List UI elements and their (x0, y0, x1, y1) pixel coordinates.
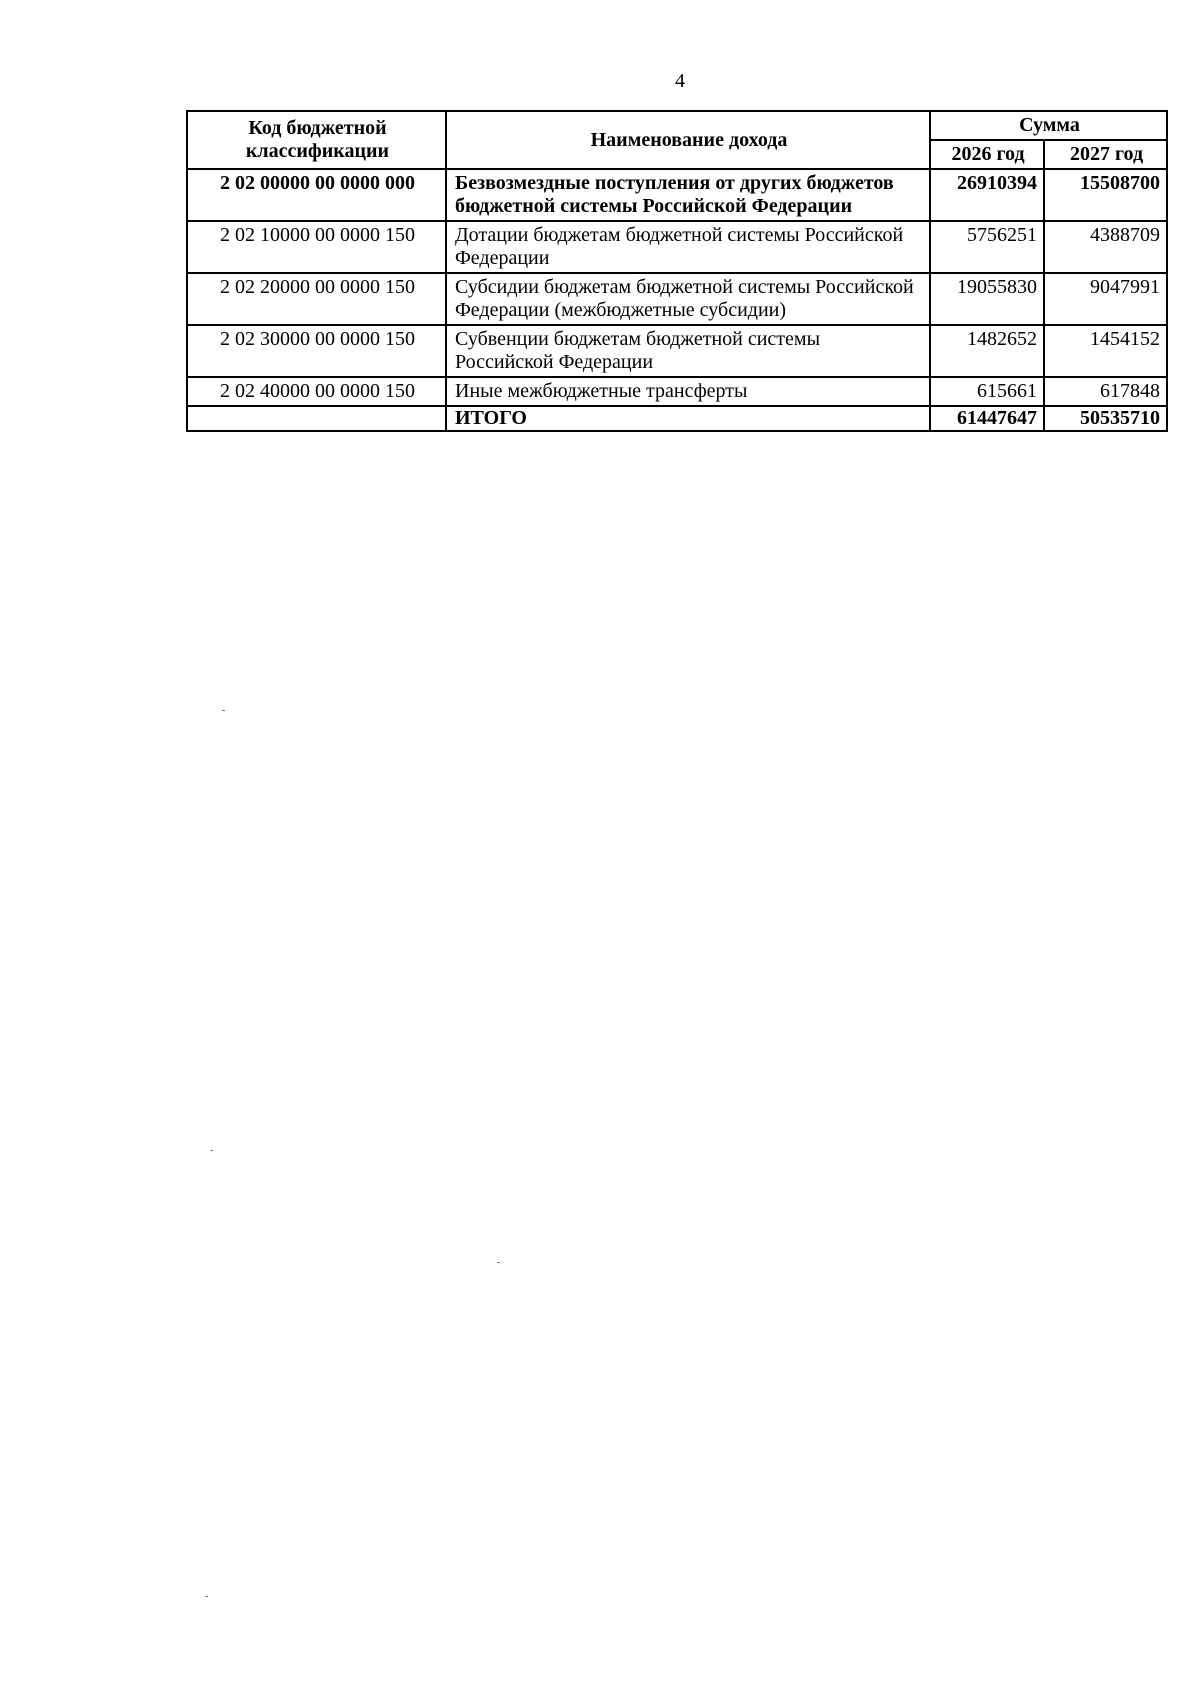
row-code: 2 02 00000 00 0000 000 (187, 169, 446, 221)
row-amount-2027: 1454152 (1044, 325, 1167, 377)
row-name: Субсидии бюджетам бюджетной системы Российской Федерации (межбюджетные субсидии) (446, 273, 930, 325)
table-header-row (187, 111, 1167, 140)
row-amount-2027: 9047991 (1044, 273, 1167, 325)
total-code (187, 406, 446, 431)
row-amount-2027: 4388709 (1044, 221, 1167, 273)
header-sum: Сумма (930, 111, 1167, 140)
budget-table (186, 110, 1168, 432)
header-name: Наименование дохода (446, 111, 930, 169)
total-label: ИТОГО (446, 406, 930, 431)
row-amount-2026: 1482652 (930, 325, 1044, 377)
row-code: 2 02 30000 00 0000 150 (187, 325, 446, 377)
header-year-2027: 2027 год (1044, 140, 1167, 169)
table-row (187, 377, 1167, 406)
scan-speck (205, 1596, 208, 1597)
header-year-2026: 2026 год (930, 140, 1044, 169)
row-name: Безвозмездные поступления от других бюджетов бюджетной системы Российской Федерации (446, 169, 930, 221)
total-amount-2026: 61447647 (930, 406, 1044, 431)
row-amount-2027: 617848 (1044, 377, 1167, 406)
table-row (187, 273, 1167, 325)
row-name: Иные межбюджетные трансферты (446, 377, 930, 406)
table-row (187, 169, 1167, 221)
row-amount-2026: 5756251 (930, 221, 1044, 273)
row-amount-2026: 19055830 (930, 273, 1044, 325)
total-row (187, 406, 1167, 431)
row-code: 2 02 20000 00 0000 150 (187, 273, 446, 325)
total-amount-2027: 50535710 (1044, 406, 1167, 431)
scan-speck (497, 1262, 500, 1263)
page-number: 4 (675, 70, 685, 92)
row-name: Субвенции бюджетам бюджетной системы Российской Федерации (446, 325, 930, 377)
scan-speck (210, 1150, 213, 1151)
header-code: Код бюджетной классификации (187, 111, 446, 169)
row-name: Дотации бюджетам бюджетной системы Российской Федерации (446, 221, 930, 273)
scan-speck (222, 710, 225, 711)
row-amount-2026: 615661 (930, 377, 1044, 406)
row-code: 2 02 40000 00 0000 150 (187, 377, 446, 406)
table-row (187, 325, 1167, 377)
table-row (187, 221, 1167, 273)
row-amount-2026: 26910394 (930, 169, 1044, 221)
row-code: 2 02 10000 00 0000 150 (187, 221, 446, 273)
row-amount-2027: 15508700 (1044, 169, 1167, 221)
